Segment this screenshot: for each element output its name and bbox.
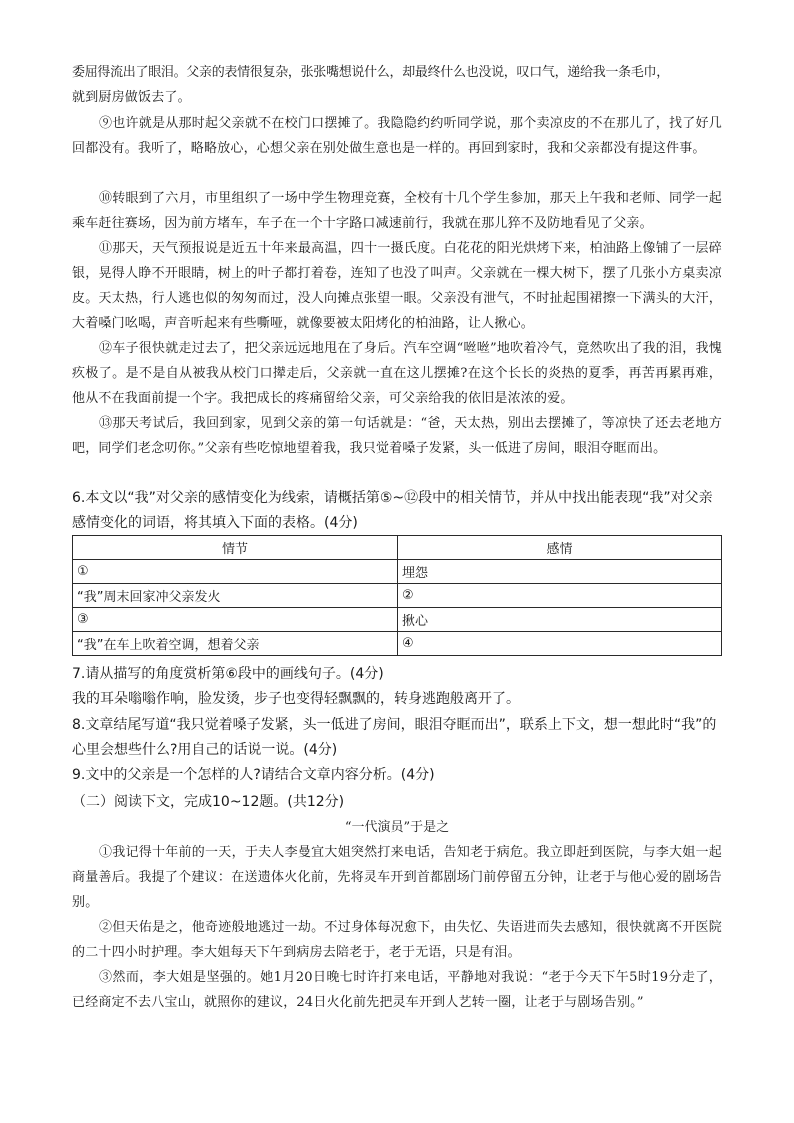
answer-table <box>72 535 722 656</box>
table-cell-emotion: 埋怨 <box>398 560 722 584</box>
table-cell-emotion: ② <box>398 584 722 608</box>
table-header-row <box>73 536 722 560</box>
table-cell-emotion: ④ <box>398 632 722 656</box>
table-header-emotion: 感情 <box>398 536 722 560</box>
question-7: 7.请从描写的角度赏析第⑥段中的画线句子。(4分) <box>72 666 384 682</box>
paragraph-11: ⑪那天，天气预报说是近五十年来最高温，四十一摄氏度。白花花的阳光烘烤下来，柏油路上像铺了一层碎银，晃得人睁不开眼睛，树上的叶子都打着卷，连知了也没了叫声。父亲就在一棵大树下，摆了几张小方桌卖凉皮。天太热，行人逃也似的匆匆而过，没人向摊点张望一眼。父亲没有泄气，不时扯起围裙擦一下满头的大汗，大着嗓门吆喝，声音听起来有些嘶哑，就像要被太阳烤化的柏油路，让人揪心。 <box>72 241 722 331</box>
table-row <box>73 632 722 656</box>
question-8: 8.文章结尾写道“我只觉着嗓子发紧，头一低进了房间，眼泪夺眶而出”，联系上下文，想一想此时“我”的心里会想些什么?用自己的话说一说。(4分) <box>72 717 717 758</box>
passage-continuation <box>72 60 722 110</box>
paragraph-10: ⑩转眼到了六月，市里组织了一场中学生物理竞赛，全校有十几个学生参加，那天上午我和老师、同学一起乘车赶往赛场，因为前方堵车，车子在一个十字路口减速前行，我就在那儿猝不及防地看见了父亲。 <box>72 191 722 231</box>
continuation-line-1: 委屈得流出了眼泪。父亲的表情很复杂，张张嘴想说什么，却最终什么也没说，叹口气，递给我一条毛巾， <box>72 65 669 80</box>
paragraph-9: ⑨也许就是从那时起父亲就不在校门口摆摊了。我隐隐约约听同学说，那个卖凉皮的不在那儿了，找了好几回都没有。我听了，略略放心，心想父亲在别处做生意也是一样的。再回到家时，我和父亲都没有提这件事。 <box>72 116 722 156</box>
question-7-sentence: 我的耳朵嗡嗡作响，脸发烫，步子也变得轻飘飘的，转身逃跑般离开了。 <box>72 691 520 707</box>
question-6: 6.本文以“我”对父亲的感情变化为线索，请概括第⑤~⑫段中的相关情节，并从中找出能表现“我”对父亲感情变化的词语，将其填入下面的表格。(4分) <box>72 490 713 531</box>
continuation-line-2: 就到厨房做饭去了。 <box>72 90 191 105</box>
paragraph-12: ⑫车子很快就走过去了，把父亲远远地甩在了身后。汽车空调“咝咝”地吹着冷气，竟然吹出了我的泪，我愧疚极了。是不是自从被我从校门口撵走后，父亲就一直在这儿摆摊?在这个长长的炎热的夏季，再苦再累再难，他从不在我面前提一个字。我把成长的疼痛留给父亲，可父亲给我的依旧是浓浓的爱。 <box>72 341 722 406</box>
table-cell-plot: ① <box>73 560 398 584</box>
table-cell-plot: ③ <box>73 608 398 632</box>
table-row <box>73 608 722 632</box>
article-paragraph-2: ②但天佑是之，他奇迹般地逃过一劫。不过身体每况愈下，由失忆、失语进而失去感知，很快就离不开医院的二十四小时护理。李大姐每天下午到病房去陪老于，老于无语，只是有泪。 <box>72 920 722 960</box>
table-cell-plot: “我”在车上吹着空调，想着父亲 <box>73 632 398 656</box>
article-title: “一代演员”于是之 <box>344 820 450 835</box>
paragraph-13: ⑬那天考试后，我回到家，见到父亲的第一句话就是：“爸，天太热，别出去摆摊了，等凉快了还去老地方吧，同学们老念叨你。”父亲有些吃惊地望着我，我只觉着嗓子发紧，头一低进了房间，眼泪夺眶而出。 <box>72 416 722 456</box>
table-row <box>73 584 722 608</box>
question-9: 9.文中的父亲是一个怎样的人?请结合文章内容分析。(4分) <box>72 767 435 783</box>
table-row <box>73 560 722 584</box>
table-cell-emotion: 揪心 <box>398 608 722 632</box>
section-2-heading: （二）阅读下文，完成10~12题。(共12分) <box>72 794 345 810</box>
article-paragraph-3: ③然而，李大姐是坚强的。她1月20日晚七时许打来电话，平静地对我说：“老于今天下午5时19分走了，已经商定不去八宝山，就照你的建议，24日火化前先把灵车开到人艺转一圈，让老于与剧场告别。” <box>72 970 722 1010</box>
article-paragraph-1: ①我记得十年前的一天，于夫人李曼宜大姐突然打来电话，告知老于病危。我立即赶到医院，与李大姐一起商量善后。我提了个建议：在送遗体火化前，先将灵车开到首都剧场门前停留五分钟，让老于与他心爱的剧场告别。 <box>72 845 722 910</box>
table-cell-plot: “我”周末回家冲父亲发火 <box>73 584 398 608</box>
table-header-plot: 情节 <box>73 536 398 560</box>
